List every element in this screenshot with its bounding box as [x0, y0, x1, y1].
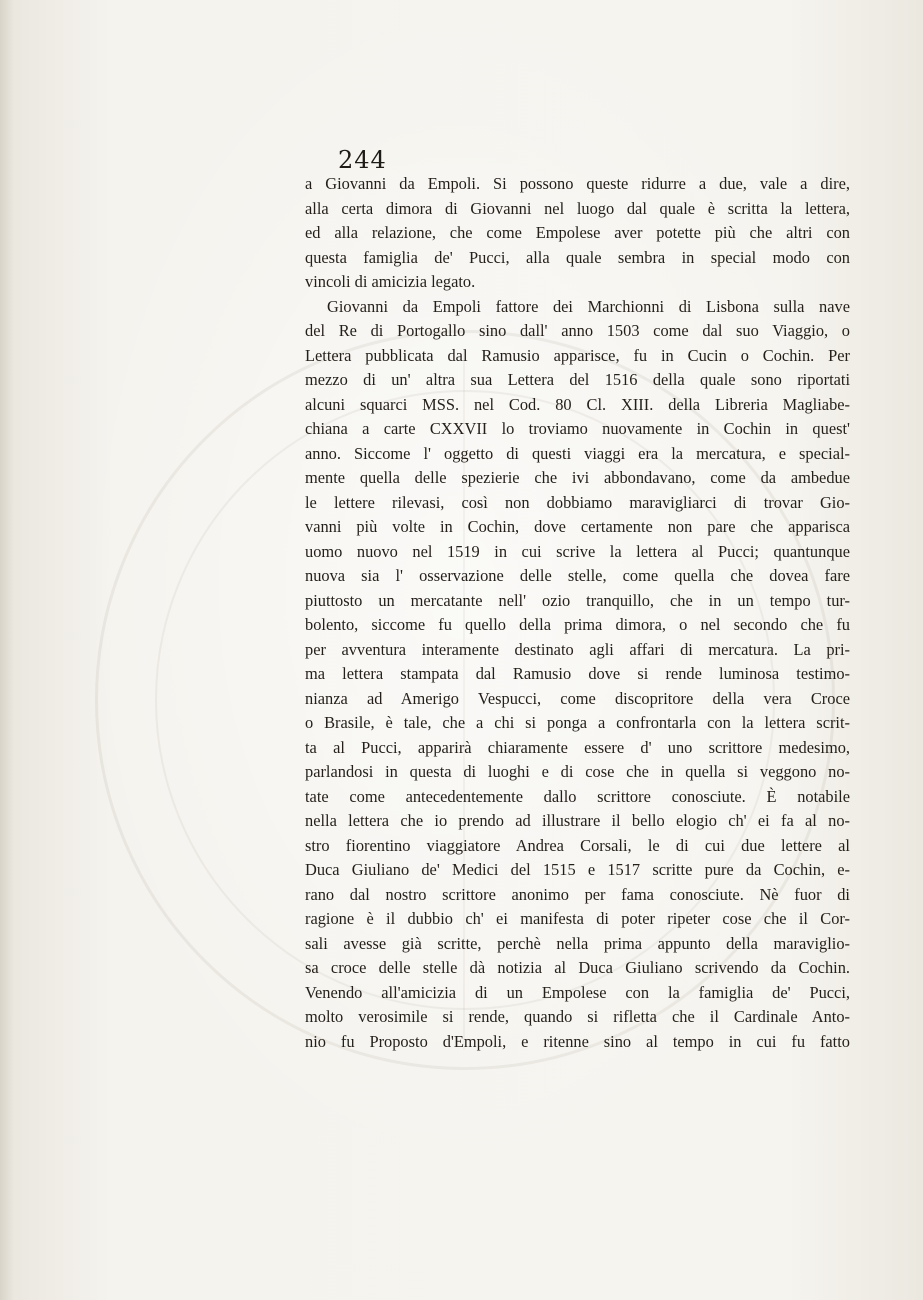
text-line: vanni più volte in Cochin, dove certamente non pare che apparisca [305, 517, 850, 536]
text-line: ta al Pucci, apparirà chiaramente essere d' uno scrittore medesimo, [305, 737, 850, 757]
text-line: ragione è il dubbio ch' ei manifesta di poter ripeter cose che il Cor- [305, 909, 850, 928]
text-line: del Re di Portogallo sino dall' anno 1503 come dal suo Viaggio, o [305, 321, 850, 340]
text-line: nella lettera che io prendo ad illustrare il bello elogio ch' ei fa al no- [305, 811, 850, 830]
text-line: molto verosimile si rende, quando si rifletta che il Cardinale Anto- [305, 1007, 850, 1026]
text-line: mezzo di un' altra sua Lettera del 1516 della quale sono riportati [305, 370, 850, 389]
text-line: piuttosto un mercatante nell' ozio tranquillo, che in un tempo tur- [305, 590, 850, 610]
text-line: mente quella delle spezierie che ivi abbondavano, come da ambedue [305, 468, 850, 487]
text-line: anno. Siccome l' oggetto di questi viaggi era la mercatura, e special- [305, 443, 850, 463]
text-line: alcuni squarci MSS. nel Cod. 80 Cl. XIII. della Libreria Magliabe- [305, 394, 850, 414]
page-number: 244 [338, 146, 387, 174]
text-line: Giovanni da Empoli fattore dei Marchionni di Lisbona sulla nave [327, 296, 850, 316]
text-line: Venendo all'amicizia di un Empolese con la famiglia de' Pucci, [305, 982, 850, 1002]
text-line: questa famiglia de' Pucci, alla quale sembra in special modo con [305, 247, 850, 267]
text-line: stro fiorentino viaggiatore Andrea Corsali, le di cui due lettere al [305, 835, 850, 855]
body-text [305, 172, 850, 1054]
text-line: sali avesse già scritte, perchè nella prima appunto della maraviglio- [305, 933, 850, 953]
text-line: nuova sia l' osservazione delle stelle, come quella che dovea fare [305, 566, 850, 585]
text-line: tate come antecedentemente dallo scrittore conosciute. È notabile [305, 786, 850, 806]
text-line: le lettere rilevasi, così non dobbiamo maravigliarci di trovar Gio- [305, 492, 850, 512]
text-line: sa croce delle stelle dà notizia al Duca Giuliano scrivendo da Cochin. [305, 958, 850, 977]
text-line: alla certa dimora di Giovanni nel luogo dal quale è scritta la lettera, [305, 198, 850, 218]
text-line: o Brasile, è tale, che a chi si ponga a confrontarla con la lettera scrit- [305, 713, 850, 732]
text-line: uomo nuovo nel 1519 in cui scrive la lettera al Pucci; quantunque [305, 541, 850, 561]
text-line: per avventura interamente destinato agli affari di mercatura. La pri- [305, 639, 850, 659]
text-line: ed alla relazione, che come Empolese aver potette più che altri con [305, 223, 850, 242]
text-line: bolento, siccome fu quello della prima dimora, o nel secondo che fu [305, 615, 850, 634]
text-line: parlandosi in questa di luoghi e di cose che in quella si veggono no- [305, 762, 850, 781]
text-line: ma lettera stampata dal Ramusio dove si rende luminosa testimo- [305, 664, 850, 683]
text-line: Lettera pubblicata dal Ramusio apparisce, fu in Cucin o Cochin. Per [305, 345, 850, 365]
text-line: rano dal nostro scrittore anonimo per fama conosciute. Nè fuor di [305, 884, 850, 904]
page-edge-shadow [0, 0, 14, 1300]
text-line: nio fu Proposto d'Empoli, e ritenne sino al tempo in cui fu fatto [305, 1031, 850, 1051]
text-line: chiana a carte CXXVII lo troviamo nuovamente in Cochin in quest' [305, 419, 850, 438]
text-line: Duca Giuliano de' Medici del 1515 e 1517 scritte pure da Cochin, e- [305, 860, 850, 879]
text-line: vincoli di amicizia legato. [305, 272, 476, 291]
text-line: a Giovanni da Empoli. Si possono queste ridurre a due, vale a dire, [305, 174, 850, 193]
text-line: nianza ad Amerigo Vespucci, come discopritore della vera Croce [305, 688, 850, 708]
